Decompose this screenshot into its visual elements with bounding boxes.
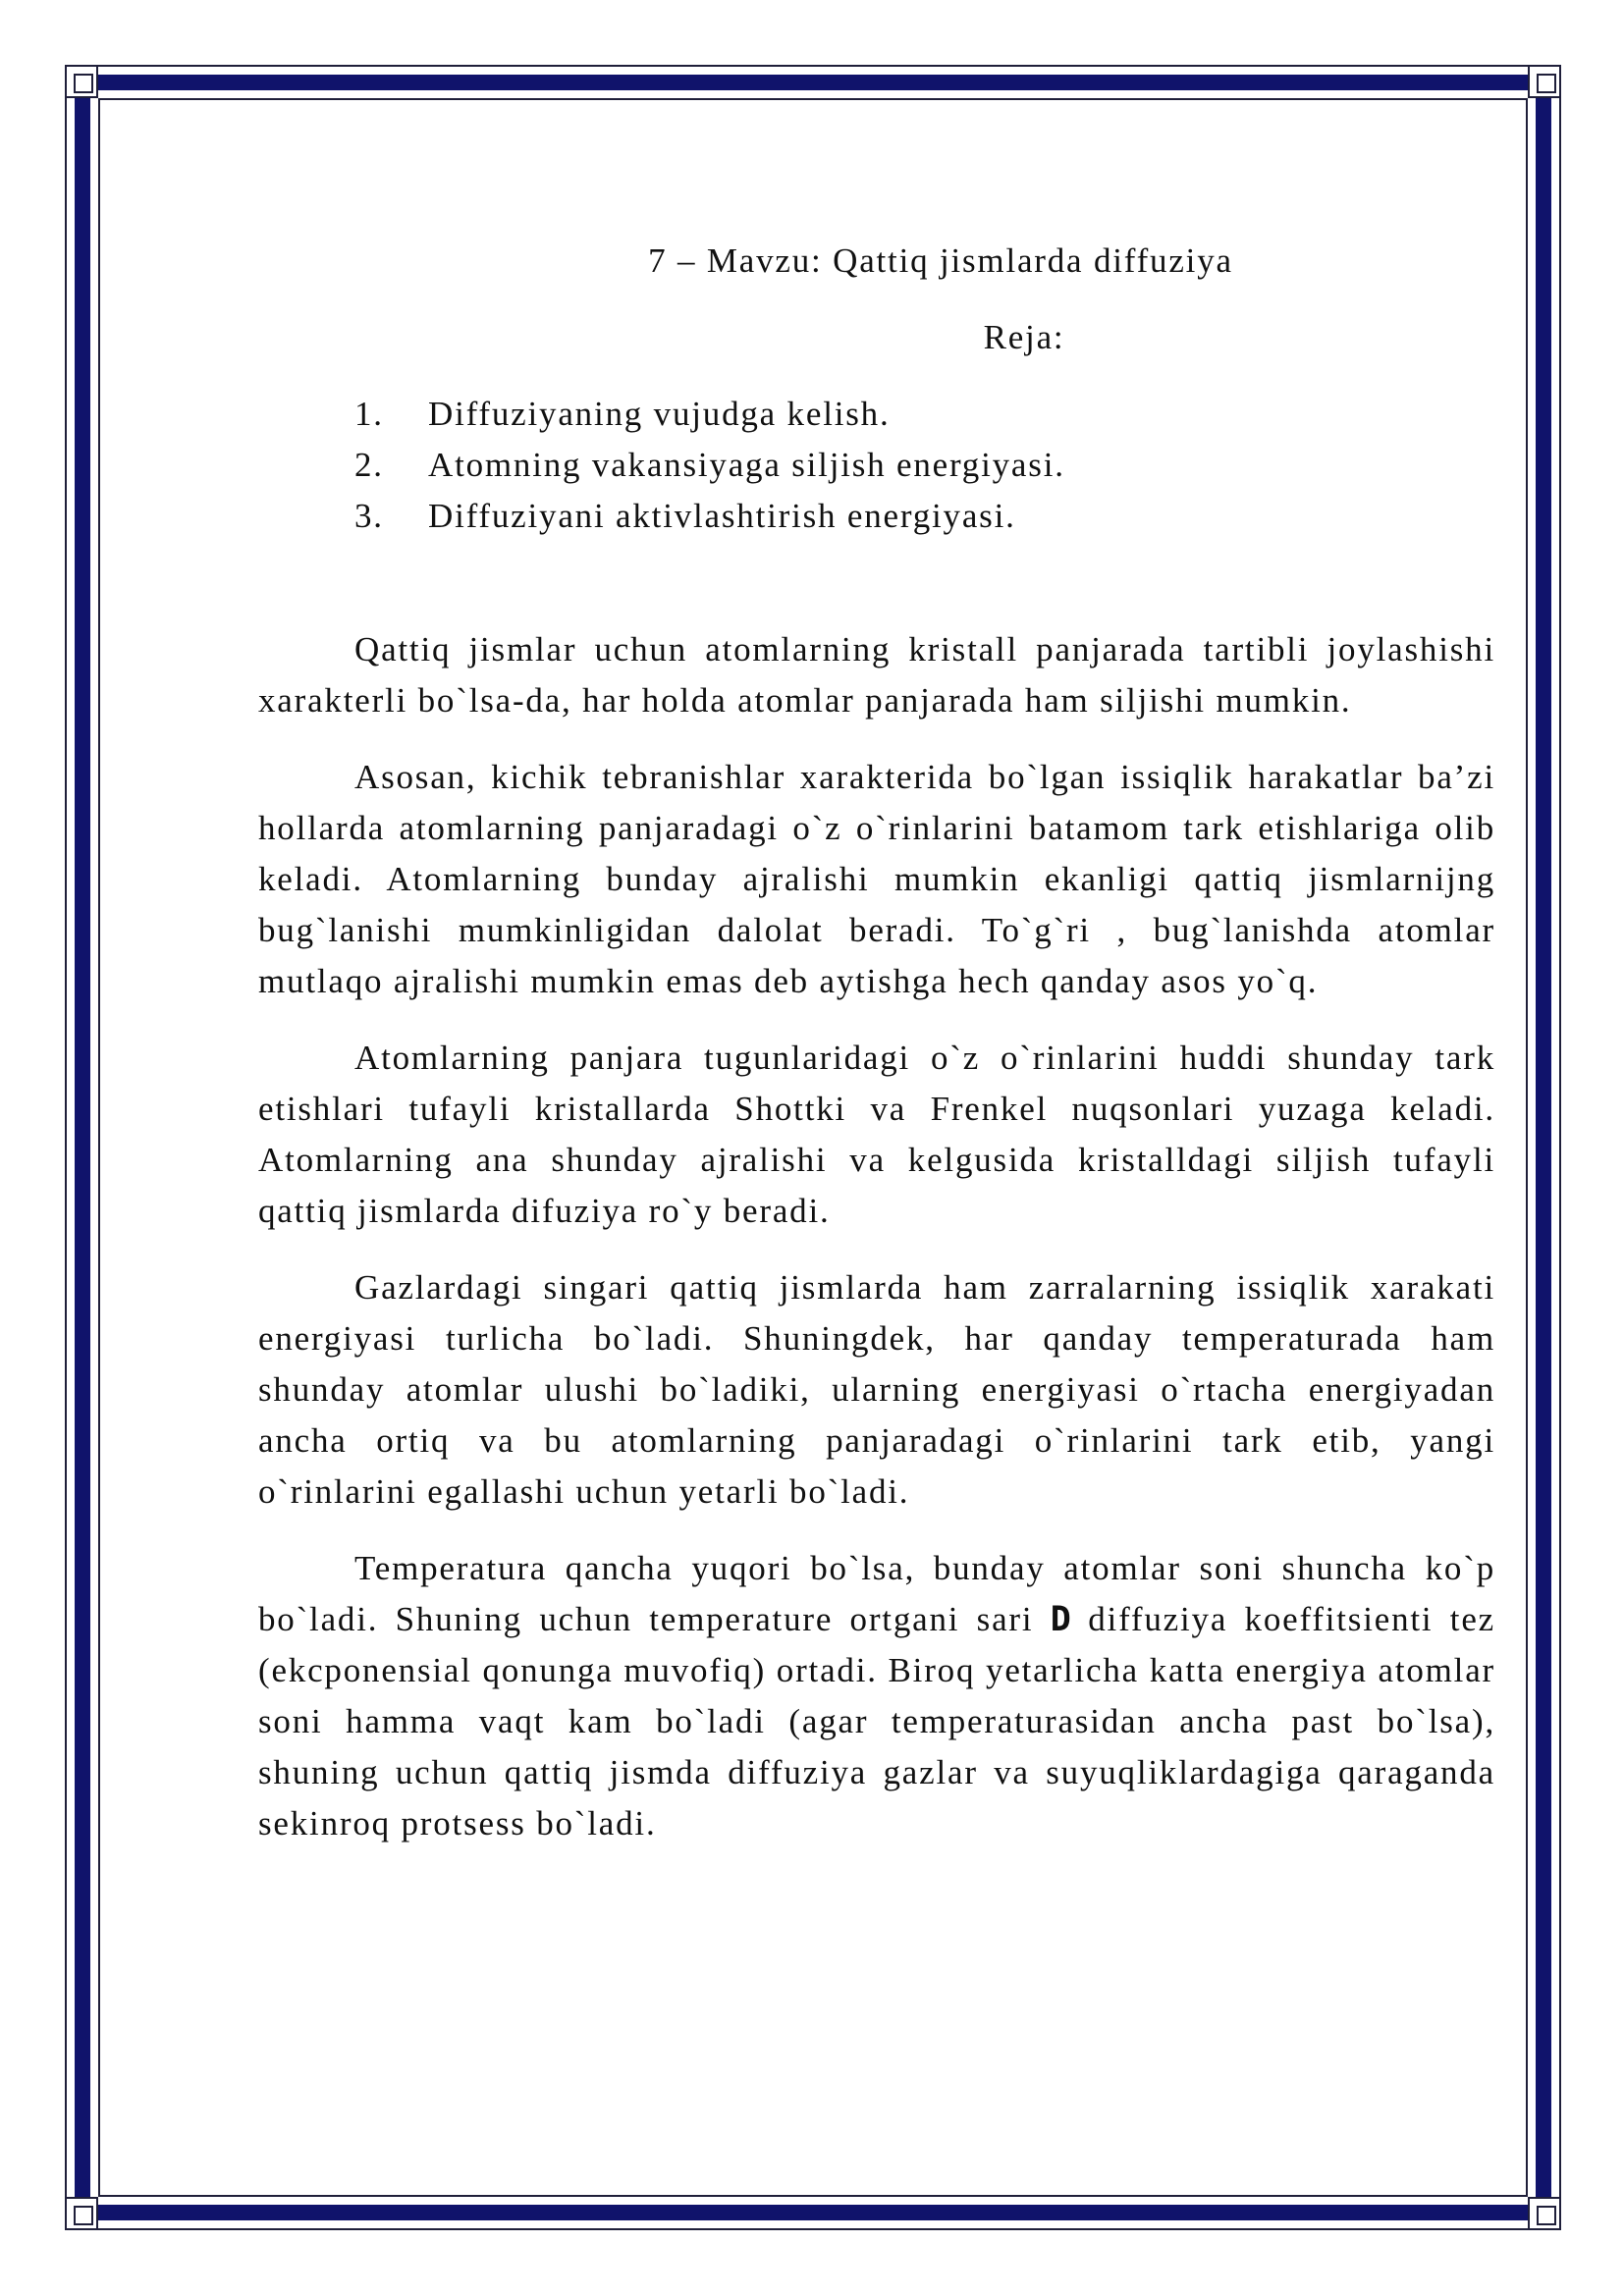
border-corner-bottom-right: [1528, 2197, 1561, 2230]
diffusion-coefficient-symbol: D: [1050, 1600, 1071, 1639]
paragraph-last: [258, 1543, 1495, 1849]
plan-item-text: Diffuziyani aktivlashtirish energiyasi.: [428, 497, 1016, 535]
plan-item: [258, 389, 1495, 440]
plan-item-number: 1.: [354, 395, 384, 433]
border-corner-top-right: [1528, 65, 1561, 98]
plan-item-text: Atomning vakansiyaga siljish energiyasi.: [428, 446, 1065, 484]
plan-item-number: 2.: [354, 446, 384, 484]
border-corner-top-left: [65, 65, 98, 98]
document-body: [258, 236, 1495, 1849]
plan-list: [258, 389, 1495, 542]
paragraph-text-after: diffuziya koeffitsienti tez (ekcponensial qonunga muvofiq) ortadi. Biroq yetarlicha katta energiya atomlar soni hamma vaqt kam bo`ladi (agar temperaturasidan ancha past bo`lsa), shuning uchun qattiq jismda diffuziya gazlar va suyuqliklardagiga qaraganda sekinroq protsess bo`ladi.: [258, 1600, 1495, 1842]
plan-heading: Reja:: [983, 318, 1065, 356]
plan-item-number: 3.: [354, 497, 384, 535]
paragraph: Atomlarning panjara tugunlaridagi o`z o`rinlarini huddi shunday tark etishlari tufayli kristallarda Shottki va Frenkel nuqsonlari yuzaga keladi. Atomlarning ana shunday ajralishi va kelgusida kristalldagi siljish tufayli qattiq jismlarda difuziya ro`y beradi.: [258, 1039, 1495, 1230]
page-title: 7 – Mavzu: Qattiq jismlarda diffuziya: [648, 241, 1233, 280]
border-corner-bottom-left: [65, 2197, 98, 2230]
plan-item: [258, 491, 1495, 542]
paragraph: Qattiq jismlar uchun atomlarning kristall panjarada tartibli joylashishi xarakterli bo`lsa-da, har holda atomlar panjarada ham siljishi mumkin.: [258, 630, 1495, 720]
paragraph: Gazlardagi singari qattiq jismlarda ham zarralarning issiqlik xarakati energiyasi turlicha bo`ladi. Shuningdek, har qanday temperaturada ham shunday atomlar ulushi bo`ladiki, ularning energiyasi o`rtacha energiyadan ancha ortiq va bu atomlarning panjaradagi o`rinlarini tark etib, yangi o`rinlarini egallashi uchun yetarli bo`ladi.: [258, 1268, 1495, 1511]
paragraph-text-before: Temperatura qancha yuqori bo`lsa, bunday atomlar soni shuncha ko`p bo`ladi. Shuning uchun temperature ortgani sari: [258, 1549, 1495, 1638]
plan-item: [258, 440, 1495, 491]
plan-item-text: Diffuziyaning vujudga kelish.: [428, 395, 891, 433]
paragraph: Asosan, kichik tebranishlar xarakterida bo`lgan issiqlik harakatlar ba’zi hollarda atomlarning panjaradagi o`z o`rinlarini batamom tark etishlariga olib keladi. Atomlarning bunday ajralishi mumkin ekanligi qattiq jismlarnijng bug`lanishi mumkinligidan dalolat beradi. To`g`ri , bug`lanishda atomlar mutlaqo ajralishi mumkin emas deb aytishga hech qanday asos yo`q.: [258, 758, 1495, 1000]
